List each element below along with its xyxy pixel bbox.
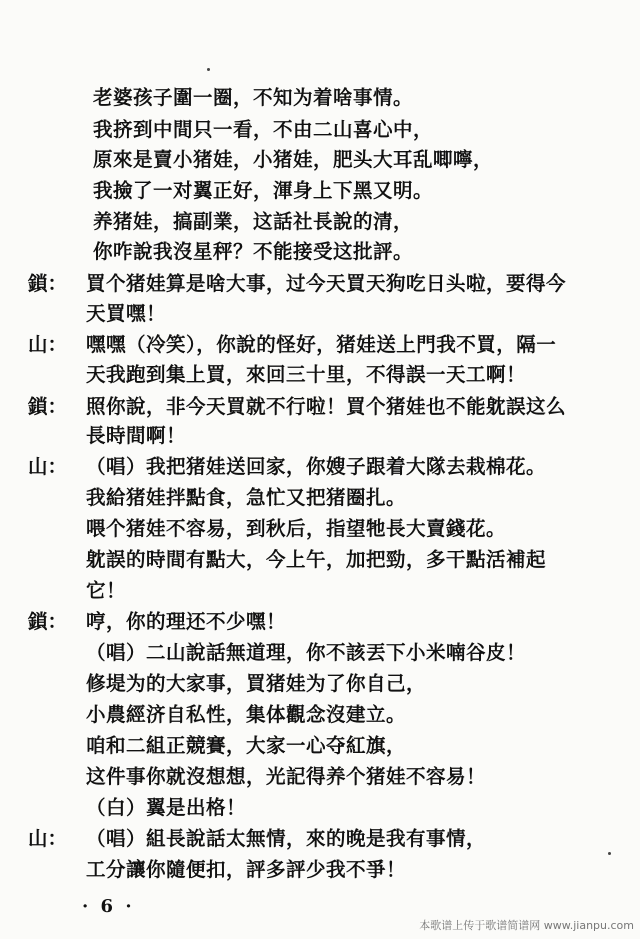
speaker-label: 山： — [28, 827, 68, 850]
dialogue-line: 買个猪娃算是啥大事，过今天買天狗吃日头啦，要得今 — [86, 272, 567, 295]
verse-line: 喂个猪娃不容易，到秋后，指望牠長大賣錢花。 — [86, 517, 507, 540]
print-speck — [608, 852, 611, 855]
speaker-label: 鎖： — [28, 610, 68, 633]
verse-line: 小農經济自私性，集体觀念沒建立。 — [86, 703, 407, 726]
verse-line: （唱）二山說話無道理，你不該丟下小米喃谷皮！ — [86, 641, 527, 664]
print-speck — [207, 68, 210, 71]
verse-line: 这件事你就沒想想，光記得养个猪娃不容易！ — [86, 765, 487, 788]
dialogue-line: （唱）我把猪娃送回家，你嫂子跟着大隊去栽棉花。 — [86, 455, 547, 478]
verse-line: 它！ — [86, 579, 127, 602]
verse-line: 躭誤的時間有點大，今上午，加把勁，多干點活補起 — [86, 548, 547, 571]
dialogue-line: 天我跑到集上買，來回三十里，不得誤一天工啊！ — [86, 363, 527, 386]
site-watermark: 本歌谱上传于歌谱简谱网 www.jianpu.com — [419, 919, 634, 932]
speaker-label: 鎖： — [28, 395, 68, 418]
verse-line: 老婆孩子圍一圈，不知为着啥事情。 — [93, 86, 414, 109]
verse-line: 咱和二組正競賽，大家一心夺紅旗， — [86, 734, 407, 757]
verse-line: 养猪娃，搞副業，这話社長說的清， — [93, 210, 414, 233]
dialogue-line: 天買嘿！ — [86, 302, 167, 325]
verse-line: 修堤为的大家事，買猪娃为了你自己， — [86, 672, 427, 695]
speaker-label: 山： — [28, 455, 68, 478]
dialogue-line: 嘿嘿（冷笑），你說的怪好，猪娃送上門我不買，隔一 — [86, 333, 557, 356]
verse-line: 你咋說我沒星秤？不能接受这批評。 — [93, 240, 414, 263]
verse-line: 我撿了一对翼正好，渾身上下黑又明。 — [93, 179, 434, 202]
dialogue-line: 照你說，非今天買就不行啦！買个猪娃也不能躭誤这么 — [86, 395, 567, 418]
verse-line: 原來是賣小猪娃，小猪娃，肥头大耳乱唧嚀， — [93, 148, 494, 171]
speaker-label: 山： — [28, 333, 68, 356]
speaker-label: 鎖： — [28, 272, 68, 295]
verse-line: 我挤到中間只一看，不由二山喜心中， — [93, 118, 434, 141]
page-number: · 6 · — [82, 896, 135, 917]
verse-line: 工分讓你隨便扣，評多評少我不爭！ — [86, 858, 407, 881]
verse-line: （白）翼是出格！ — [86, 796, 247, 819]
verse-line: 我給猪娃拌點食，急忙又把猪圈扎。 — [86, 486, 407, 509]
dialogue-line: 哼，你的理还不少嘿！ — [86, 610, 287, 633]
dialogue-line: 長時間啊！ — [86, 424, 187, 447]
dialogue-line: （唱）組長說話太無情，來的晚是我有事情， — [86, 827, 487, 850]
